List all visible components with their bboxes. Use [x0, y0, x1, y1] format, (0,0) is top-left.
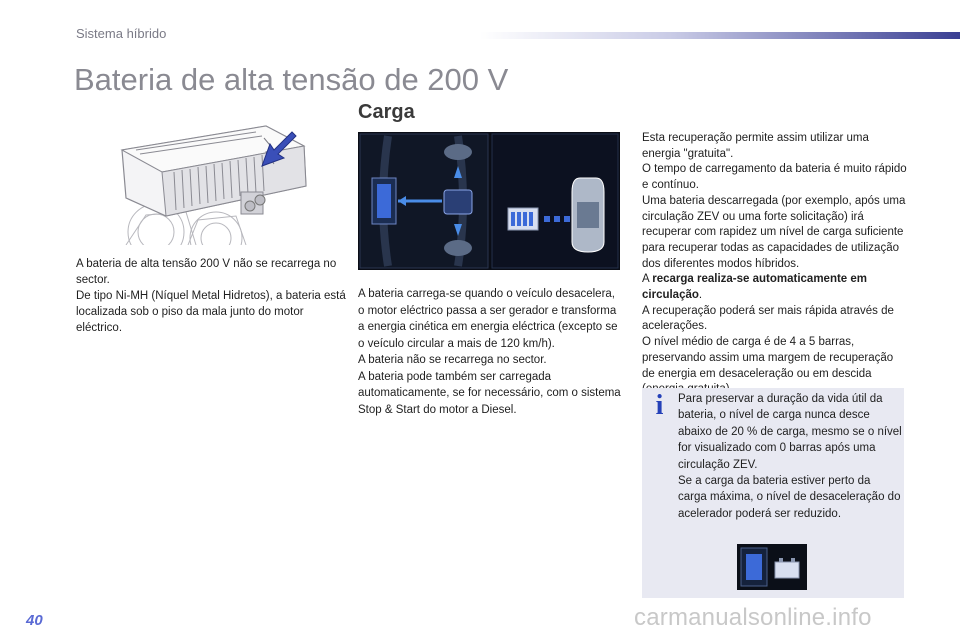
intro-text [76, 256, 346, 336]
recharge-emphasis: recarga realiza-se automaticamente em circulação [642, 273, 868, 302]
energy-flow-diagram [358, 132, 620, 270]
battery-illustration [116, 120, 321, 245]
recovery-paragraph: O nível médio de carga é de 4 a 5 barras, preservando assim uma margem de recuperação de energia em desaceleração ou em descida [642, 336, 894, 380]
page-number: 40 [26, 612, 43, 629]
watermark: carmanualsonline.info [634, 604, 872, 631]
charge-paragraph: A bateria carrega-se quando o veículo desacelera, o motor eléctrico passa a ser gerador e transforma a energia cinética em energia eléctrica (excepto se o veículo circular a mais de 120 km/h). [358, 288, 618, 350]
section-label: Sistema híbrido [76, 26, 167, 41]
recovery-text [642, 131, 907, 398]
charge-paragraph: A bateria não se recarrega no sector. [358, 354, 547, 366]
charge-text [358, 286, 623, 418]
header-bar [480, 32, 960, 39]
recovery-paragraph: A recuperação poderá ser mais rápida através de acelerações. [642, 304, 894, 333]
section-heading-carga: Carga [358, 101, 415, 123]
intro-paragraph: De tipo Ni-MH (Níquel Metal Hidretos), a bateria está localizada sob o piso da mala junto do motor eléctrico. [76, 290, 346, 334]
battery-level-thumbnail [737, 544, 807, 590]
info-paragraph: Para preservar a duração da vida útil da bateria, o nível de carga nunca desce abaixo de 20 % de carga, mesmo se o nível for visualizado com 0 barras após uma circulação ZEV. [678, 393, 902, 471]
recovery-paragraph: Esta recuperação permite assim utilizar uma energia "gratuita". [642, 132, 869, 160]
recovery-paragraph [642, 272, 907, 303]
intro-paragraph: A bateria de alta tensão 200 V não se recarrega no sector. [76, 258, 337, 286]
page-title: Bateria de alta tensão de 200 V [74, 62, 509, 97]
recovery-paragraph: O tempo de carregamento da bateria é muito rápido e contínuo. [642, 163, 907, 192]
recharge-suffix: . [698, 289, 703, 302]
charge-paragraph: A bateria pode também ser carregada automaticamente, se for necessário, com o sistema Stop & Start do motor a Diesel. [358, 370, 621, 416]
recovery-paragraph: Uma bateria descarregada (por exemplo, após uma circulação ZEV ou uma forte solicitação) irá recuperar com rapidez um nível de carga suficiente para recuperar todas as capacidades de utilização dos diferentes modos híbridos. [642, 194, 906, 270]
info-icon: i [655, 390, 664, 421]
info-text [678, 391, 902, 522]
recharge-prefix: A [642, 273, 653, 286]
info-paragraph: Se a carga da bateria estiver perto da carga máxima, o nível de desaceleração do acelerador poderá ser reduzido. [678, 475, 901, 520]
